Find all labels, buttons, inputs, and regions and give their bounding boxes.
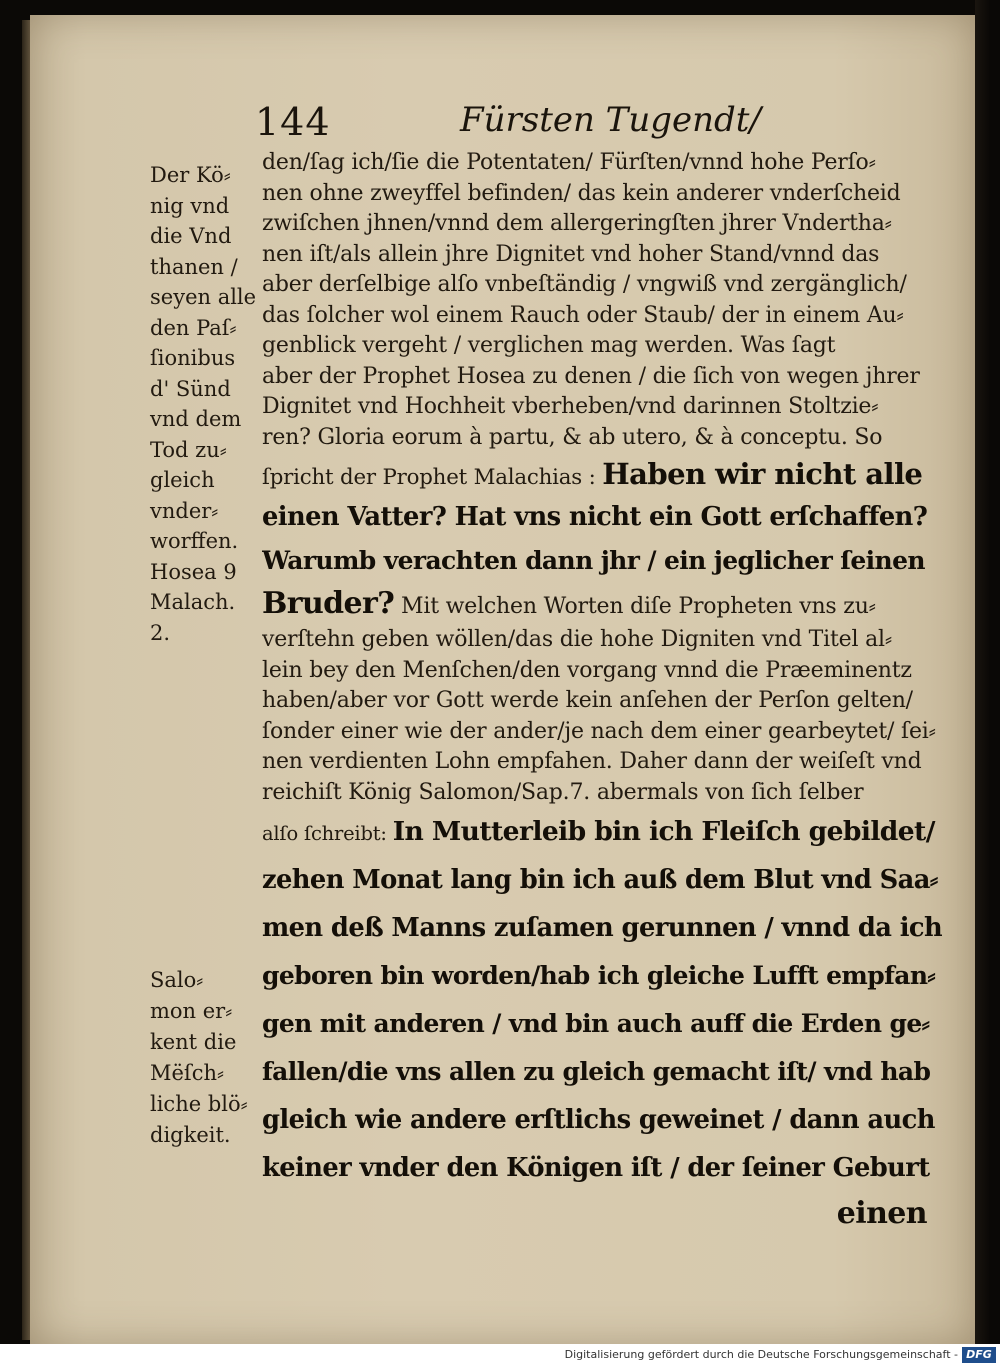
emphasis-line: gen mit anderen / vnd bin auch auff die Erden ge⸗ [262, 1009, 930, 1038]
text-line: aber der Prophet Hosea zu denen / die ſich von wegen jhrer [262, 363, 920, 389]
text-line: reichiſt König Salomon/Sap.7. abermals von ſich ſelber [262, 779, 864, 805]
emphasis-line: Warumb verachten dann jhr / ein jeglicher ſeinen [262, 546, 925, 575]
emphasis-line: geboren bin worden/hab ich gleiche Lufft empfan⸗ [262, 961, 936, 990]
margin-line: digkeit. [150, 1123, 231, 1147]
text-line: lein bey den Menſchen/den vorgang vnnd die Præeminentz [262, 657, 912, 683]
book-gutter-shadow [975, 0, 1000, 1367]
text-line: genblick vergeht / verglichen mag werden. Was ſagt [262, 333, 836, 358]
text-line: Dignitet vnd Hochheit vberheben/vnd darinnen Stoltzie⸗ [262, 394, 879, 419]
margin-line: mon er⸗ [150, 999, 233, 1023]
margin-line: die Vnd [150, 224, 232, 248]
margin-line: nig vnd [150, 193, 230, 218]
text-run: ſpricht der Prophet Malachias : [262, 465, 603, 490]
margin-line: liche blö⸗ [150, 1092, 248, 1116]
emphasis-line: zehen Monat lang bin ich auß dem Blut vnd Saa⸗ [262, 865, 938, 895]
text-line: nen iſt/als allein jhre Dignitet vnd hoher Stand/vnnd das [262, 241, 880, 267]
margin-line: vnder⸗ [150, 498, 219, 523]
text-line: zwiſchen jhnen/vnnd dem allergeringſten jhrer Vndertha⸗ [262, 211, 892, 236]
emphasis-line: gleich wie andere erſtlichs geweinet / dann auch [262, 1105, 935, 1135]
text-line-mixed [262, 808, 942, 856]
margin-note-solomon [150, 965, 262, 1151]
funding-credit: Digitalisierung gefördert durch die Deutsche Forschungsgemeinschaft - [564, 1348, 958, 1361]
margin-line: vnd dem [150, 407, 242, 431]
margin-note-king-subjects [150, 160, 262, 648]
margin-line: d' Sünd [150, 376, 231, 401]
margin-line: Salo⸗ [150, 968, 204, 992]
margin-line: den Paſ⸗ [150, 315, 237, 340]
running-header [0, 100, 1000, 150]
margin-line: Tod zu⸗ [150, 437, 227, 462]
dfg-logo[interactable]: DFG [962, 1347, 996, 1363]
emphasis-run: Haben wir nicht alle [602, 457, 923, 491]
text-run: Mit welchen Worten diſe Propheten vns zu⸗ [394, 594, 876, 619]
text-line: das ſolcher wol einem Rauch oder Staub/ der in einem Au⸗ [262, 302, 904, 328]
text-line-mixed [262, 582, 942, 625]
margin-line: Der Kö⸗ [150, 163, 231, 187]
margin-line: kent die [150, 1030, 237, 1054]
text-line-latin-quote: ren? Gloria eorum à partu, & ab utero, & à conceptu. So [262, 424, 883, 450]
text-line: verſtehn geben wöllen/das die hohe Digniten vnd Titel al⸗ [262, 627, 892, 652]
emphasis-line: einen Vatter? Hat vns nicht ein Gott erſchaffen? [262, 502, 928, 532]
body-text [262, 148, 942, 1235]
margin-reference: Malach. [150, 590, 236, 614]
running-title: Fürsten Tugendt/ [460, 100, 761, 140]
margin-line: gleich [150, 468, 215, 492]
margin-line: thanen / [150, 254, 238, 279]
text-line: ſonder einer wie der ander/je nach dem einer gearbeytet/ ſei⸗ [262, 718, 936, 744]
emphasis-run: In Mutterleib bin ich Fleiſch gebildet/ [392, 816, 935, 847]
footer-bar [0, 1344, 1000, 1367]
margin-line: worffen. [150, 529, 239, 553]
text-line: haben/aber vor Gott werde kein anſehen der Perſon gelten/ [262, 688, 913, 713]
emphasis-line: keiner vnder den Königen iſt / der ſeiner Geburt [262, 1153, 930, 1183]
margin-line: ſionibus [150, 346, 236, 370]
text-line: aber derſelbige alſo vnbeſtändig / vngwiß vnd zergänglich/ [262, 272, 907, 297]
margin-line: seyen alle [150, 285, 257, 309]
margin-reference: 2. [150, 620, 171, 645]
text-line: den/ſag ich/ſie die Potentaten/ Fürſten/vnnd hohe Perſo⸗ [262, 150, 876, 175]
text-line: nen verdienten Lohn empfahen. Daher dann der weiſeſt vnd [262, 749, 922, 774]
text-run: alſo ſchreibt: [262, 822, 393, 845]
emphasis-line: fallen/die vns allen zu gleich gemacht iſt/ vnd hab [262, 1057, 931, 1086]
page-number: 144 [255, 100, 331, 144]
margin-line: Mëſch⸗ [150, 1061, 224, 1085]
emphasis-line: men deß Manns zuſamen gerunnen / vnnd da ich [262, 913, 942, 943]
text-line-mixed [262, 453, 942, 496]
text-line: nen ohne zweyffel befinden/ das kein anderer vnderſcheid [262, 180, 901, 206]
catchword: einen [836, 1196, 927, 1231]
emphasis-run: Bruder? [262, 586, 395, 621]
margin-reference: Hosea 9 [150, 559, 237, 584]
